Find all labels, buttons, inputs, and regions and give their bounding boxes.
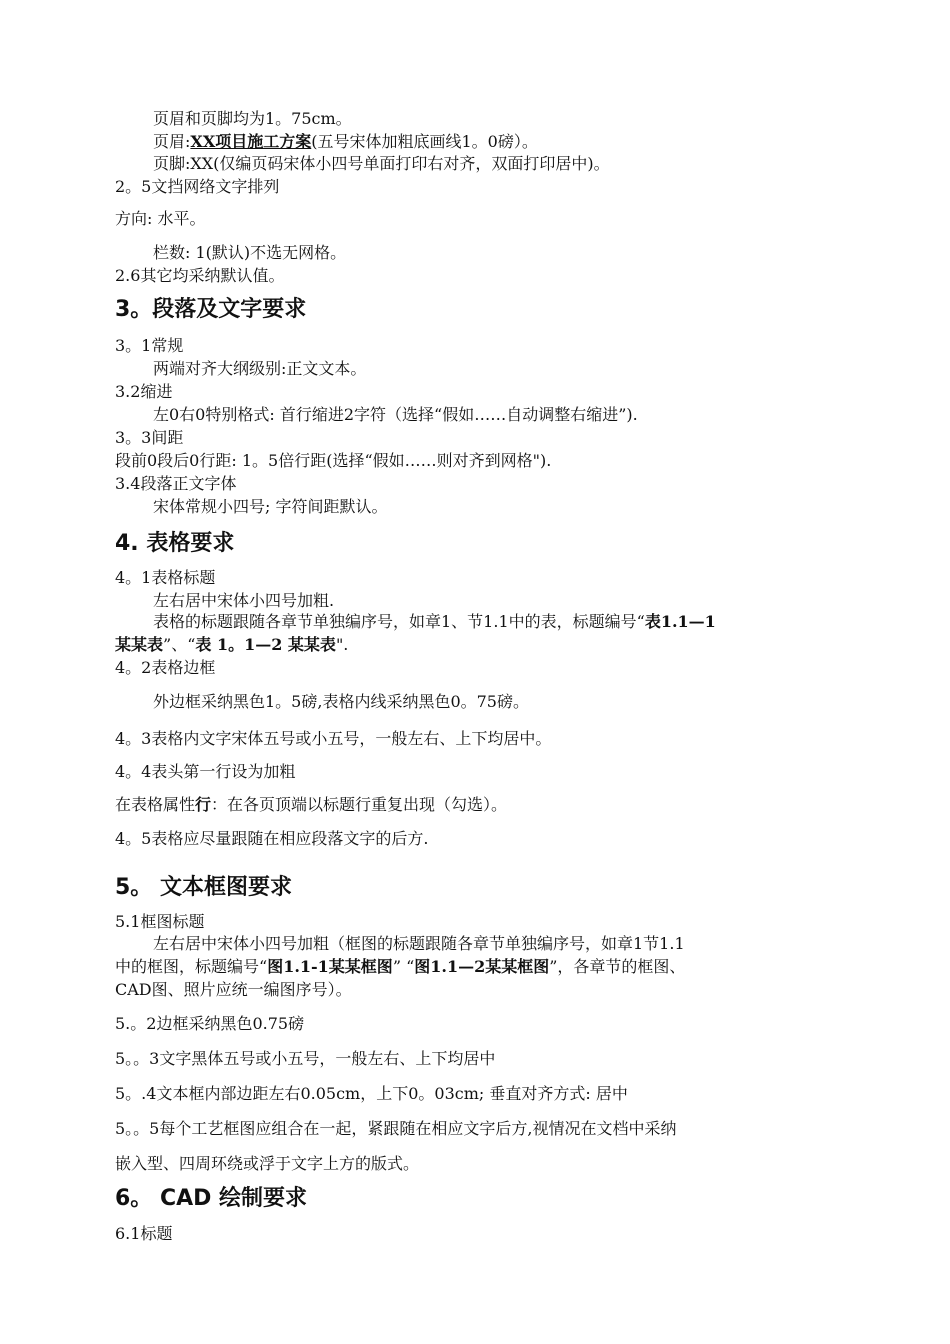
text-line: 5.。2边框采纳黑色0.75磅 bbox=[115, 1014, 305, 1033]
section-heading-5: 5。 文本框图要求 bbox=[115, 875, 292, 900]
text-line: 4。2表格边框 bbox=[115, 658, 216, 677]
text-line: 3.4段落正文字体 bbox=[115, 474, 237, 493]
text-line: 5.1框图标题 bbox=[115, 912, 205, 931]
text-run: ”，各章节的框图、 bbox=[549, 957, 686, 976]
text-line: 页脚:XX(仅编页码宋体小四号单面打印右对齐，双面打印居中)。 bbox=[153, 154, 610, 173]
section-heading-6: 6。 CAD 绘制要求 bbox=[115, 1186, 308, 1211]
text-line: 2.6其它均采纳默认值。 bbox=[115, 266, 285, 285]
text-line: CAD图、照片应统一编图序号）。 bbox=[115, 980, 352, 999]
text-line: 5。.4文本框内部边距左右0.05cm，上下0。03cm; 垂直对齐方式: 居中 bbox=[115, 1084, 628, 1103]
text-line: 4。1表格标题 bbox=[115, 568, 216, 587]
table-caption-sample: 表 1。1—2 某某表 bbox=[195, 635, 336, 654]
table-caption-sample: 某某表 bbox=[115, 635, 164, 654]
text-line bbox=[153, 612, 716, 632]
text-line: 段前0段后0行距: 1。5倍行距(选择“假如……则对齐到网格"). bbox=[115, 451, 552, 470]
text-line: 3。3间距 bbox=[115, 428, 184, 447]
text-line: 左右居中宋体小四号加粗（框图的标题跟随各章节单独编序号，如章1节1.1 bbox=[153, 934, 685, 953]
figure-caption-sample: 图1.1—2某某框图 bbox=[414, 957, 550, 976]
text-line bbox=[115, 957, 685, 977]
text-line: 3。1常规 bbox=[115, 336, 184, 355]
text-line: 外边框采纳黑色1。5磅,表格内线采纳黑色0。75磅。 bbox=[153, 692, 529, 711]
text-line: 左0右0特别格式: 首行缩进2字符（选择“假如……自动调整右缩进”). bbox=[153, 405, 638, 424]
text-line: 2。5文挡网络文字排列 bbox=[115, 177, 280, 196]
text-line: 两端对齐大纲级别:正文文本。 bbox=[153, 359, 367, 378]
text-line: 5。。3文字黑体五号或小五号，一般左右、上下均居中 bbox=[115, 1049, 496, 1068]
text-run: ”、“ bbox=[163, 635, 196, 654]
section-heading-4: 4. 表格要求 bbox=[115, 531, 235, 556]
text-line bbox=[115, 635, 348, 655]
text-line: 6.1标题 bbox=[115, 1224, 173, 1243]
text-line: 左右居中宋体小四号加粗. bbox=[153, 591, 335, 610]
figure-caption-sample: 图1.1-1某某框图 bbox=[267, 957, 393, 976]
text-run: 在表格属性 bbox=[115, 795, 196, 814]
text-run-bold: 行 bbox=[195, 795, 212, 814]
header-sample-text: XX项目施工方案 bbox=[190, 132, 312, 151]
section-heading-3: 3。段落及文字要求 bbox=[115, 297, 307, 322]
text-line: 5。。5每个工艺框图应组合在一起，紧跟随在相应文字后方,视情况在文档中采纳 bbox=[115, 1119, 677, 1138]
text-run: ：在各页顶端以标题行重复出现（勾选）。 bbox=[211, 795, 508, 814]
text-run: ". bbox=[335, 635, 349, 654]
text-line: 嵌入型、四周环绕或浮于文字上方的版式。 bbox=[115, 1154, 420, 1173]
text-line: 4。5表格应尽量跟随在相应段落文字的后方. bbox=[115, 829, 429, 848]
text-line: 4。4表头第一行设为加粗 bbox=[115, 762, 296, 781]
text-line bbox=[153, 132, 538, 152]
text-run: 中的框图，标题编号“ bbox=[115, 957, 268, 976]
text-line: 4。3表格内文字宋体五号或小五号，一般左右、上下均居中。 bbox=[115, 729, 552, 748]
text-run: ” “ bbox=[392, 957, 415, 976]
text-line: 3.2缩进 bbox=[115, 382, 173, 401]
table-caption-sample: 表1.1—1 bbox=[644, 612, 716, 631]
text-line: 页眉和页脚均为1。75cm。 bbox=[153, 109, 352, 128]
text-line: 栏数: 1(默认)不选无网格。 bbox=[153, 243, 347, 262]
text-line: 宋体常规小四号; 字符间距默认。 bbox=[153, 497, 388, 516]
text-line: 方向: 水平。 bbox=[115, 209, 206, 228]
text-line bbox=[115, 795, 507, 815]
text-run: 页眉: bbox=[153, 132, 191, 151]
text-run: (五号宋体加粗底画线1。0磅）。 bbox=[311, 132, 538, 151]
text-run: 表格的标题跟随各章节单独编序号，如章1、节1.1中的表，标题编号“ bbox=[153, 612, 645, 631]
